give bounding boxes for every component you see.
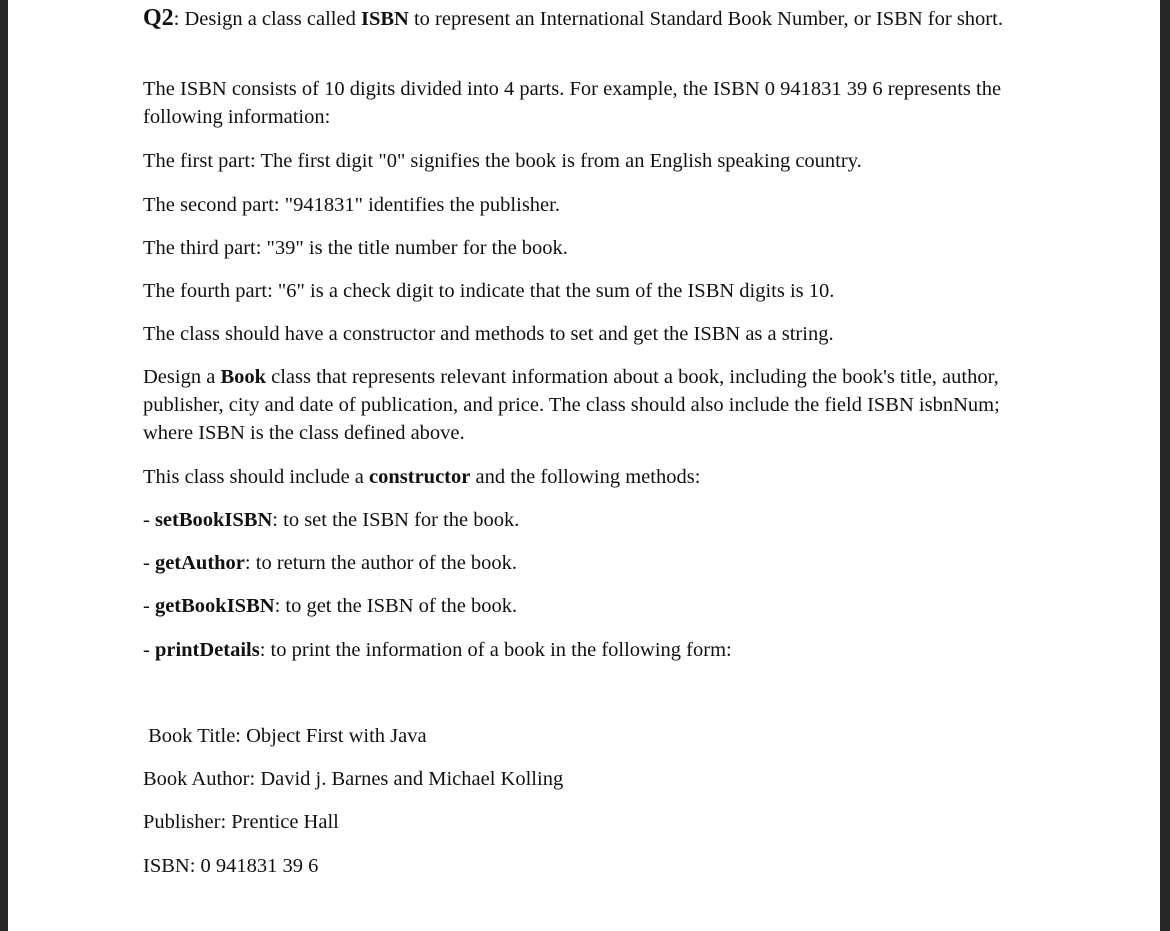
method-description: : to print the information of a book in the following form: [259, 639, 732, 661]
isbn-overview: The ISBN consists of 10 digits divided into 4 parts. For example, the ISBN 0 941831 39 6 represents the following information: [143, 78, 1002, 128]
sample-isbn: ISBN: 0 941831 39 6 [143, 855, 319, 877]
isbn-part-1: The first part: The first digit "0" signifies the book is from an English speaking country. [143, 150, 862, 172]
method-item [143, 549, 1033, 577]
left-window-edge [0, 0, 8, 931]
method-name: printDetails [154, 639, 260, 661]
methods-intro [143, 463, 1033, 491]
constructor-keyword: constructor [369, 466, 471, 488]
methods-intro-text-a: This class should include a [143, 466, 370, 488]
method-item [143, 506, 1033, 534]
isbn-class-name: ISBN [360, 8, 409, 30]
method-dash: - [143, 552, 155, 574]
sample-book-title: Book Title: Object First with Java [143, 725, 427, 747]
isbn-part-4: The fourth part: "6" is a check digit to indicate that the sum of the ISBN digits is 10. [143, 280, 835, 302]
method-item [143, 636, 1033, 664]
method-item [143, 592, 1033, 620]
question-label: Q2 [143, 5, 174, 31]
method-description: : to set the ISBN for the book. [272, 509, 520, 531]
sample-publisher: Publisher: Prentice Hall [143, 811, 339, 833]
methods-intro-text-b: and the following methods: [470, 466, 701, 488]
method-dash: - [143, 509, 155, 531]
method-dash: - [143, 639, 155, 661]
method-name: getBookISBN [154, 595, 275, 617]
sample-book-author: Book Author: David j. Barnes and Michael Kolling [143, 768, 564, 790]
book-desc-text-a: Design a [143, 366, 221, 388]
method-name: getAuthor [154, 552, 245, 574]
method-name: setBookISBN [154, 509, 273, 531]
isbn-part-3: The third part: "39" is the title number for the book. [143, 237, 568, 259]
book-class-description [143, 363, 1033, 447]
book-class-name: Book [220, 366, 267, 388]
isbn-class-requirements: The class should have a constructor and methods to set and get the ISBN as a string. [143, 323, 834, 345]
question-intro-text-b: to represent an International Standard Book Number, or ISBN for short. [408, 8, 1003, 30]
method-description: : to get the ISBN of the book. [274, 595, 518, 617]
method-dash: - [143, 595, 155, 617]
question-intro [143, 4, 1033, 33]
isbn-part-2: The second part: "941831" identifies the publisher. [143, 194, 560, 216]
book-desc-text-b: class that represents relevant information about a book, including the book's title, author, publisher, city and date of publication, and price. The class should also include the field ISBN isbnNum; where ISBN is the class defined above. [143, 366, 1000, 444]
method-description: : to return the author of the book. [244, 552, 518, 574]
right-window-edge [1160, 0, 1170, 931]
question-intro-text-a: : Design a class called [173, 8, 361, 30]
